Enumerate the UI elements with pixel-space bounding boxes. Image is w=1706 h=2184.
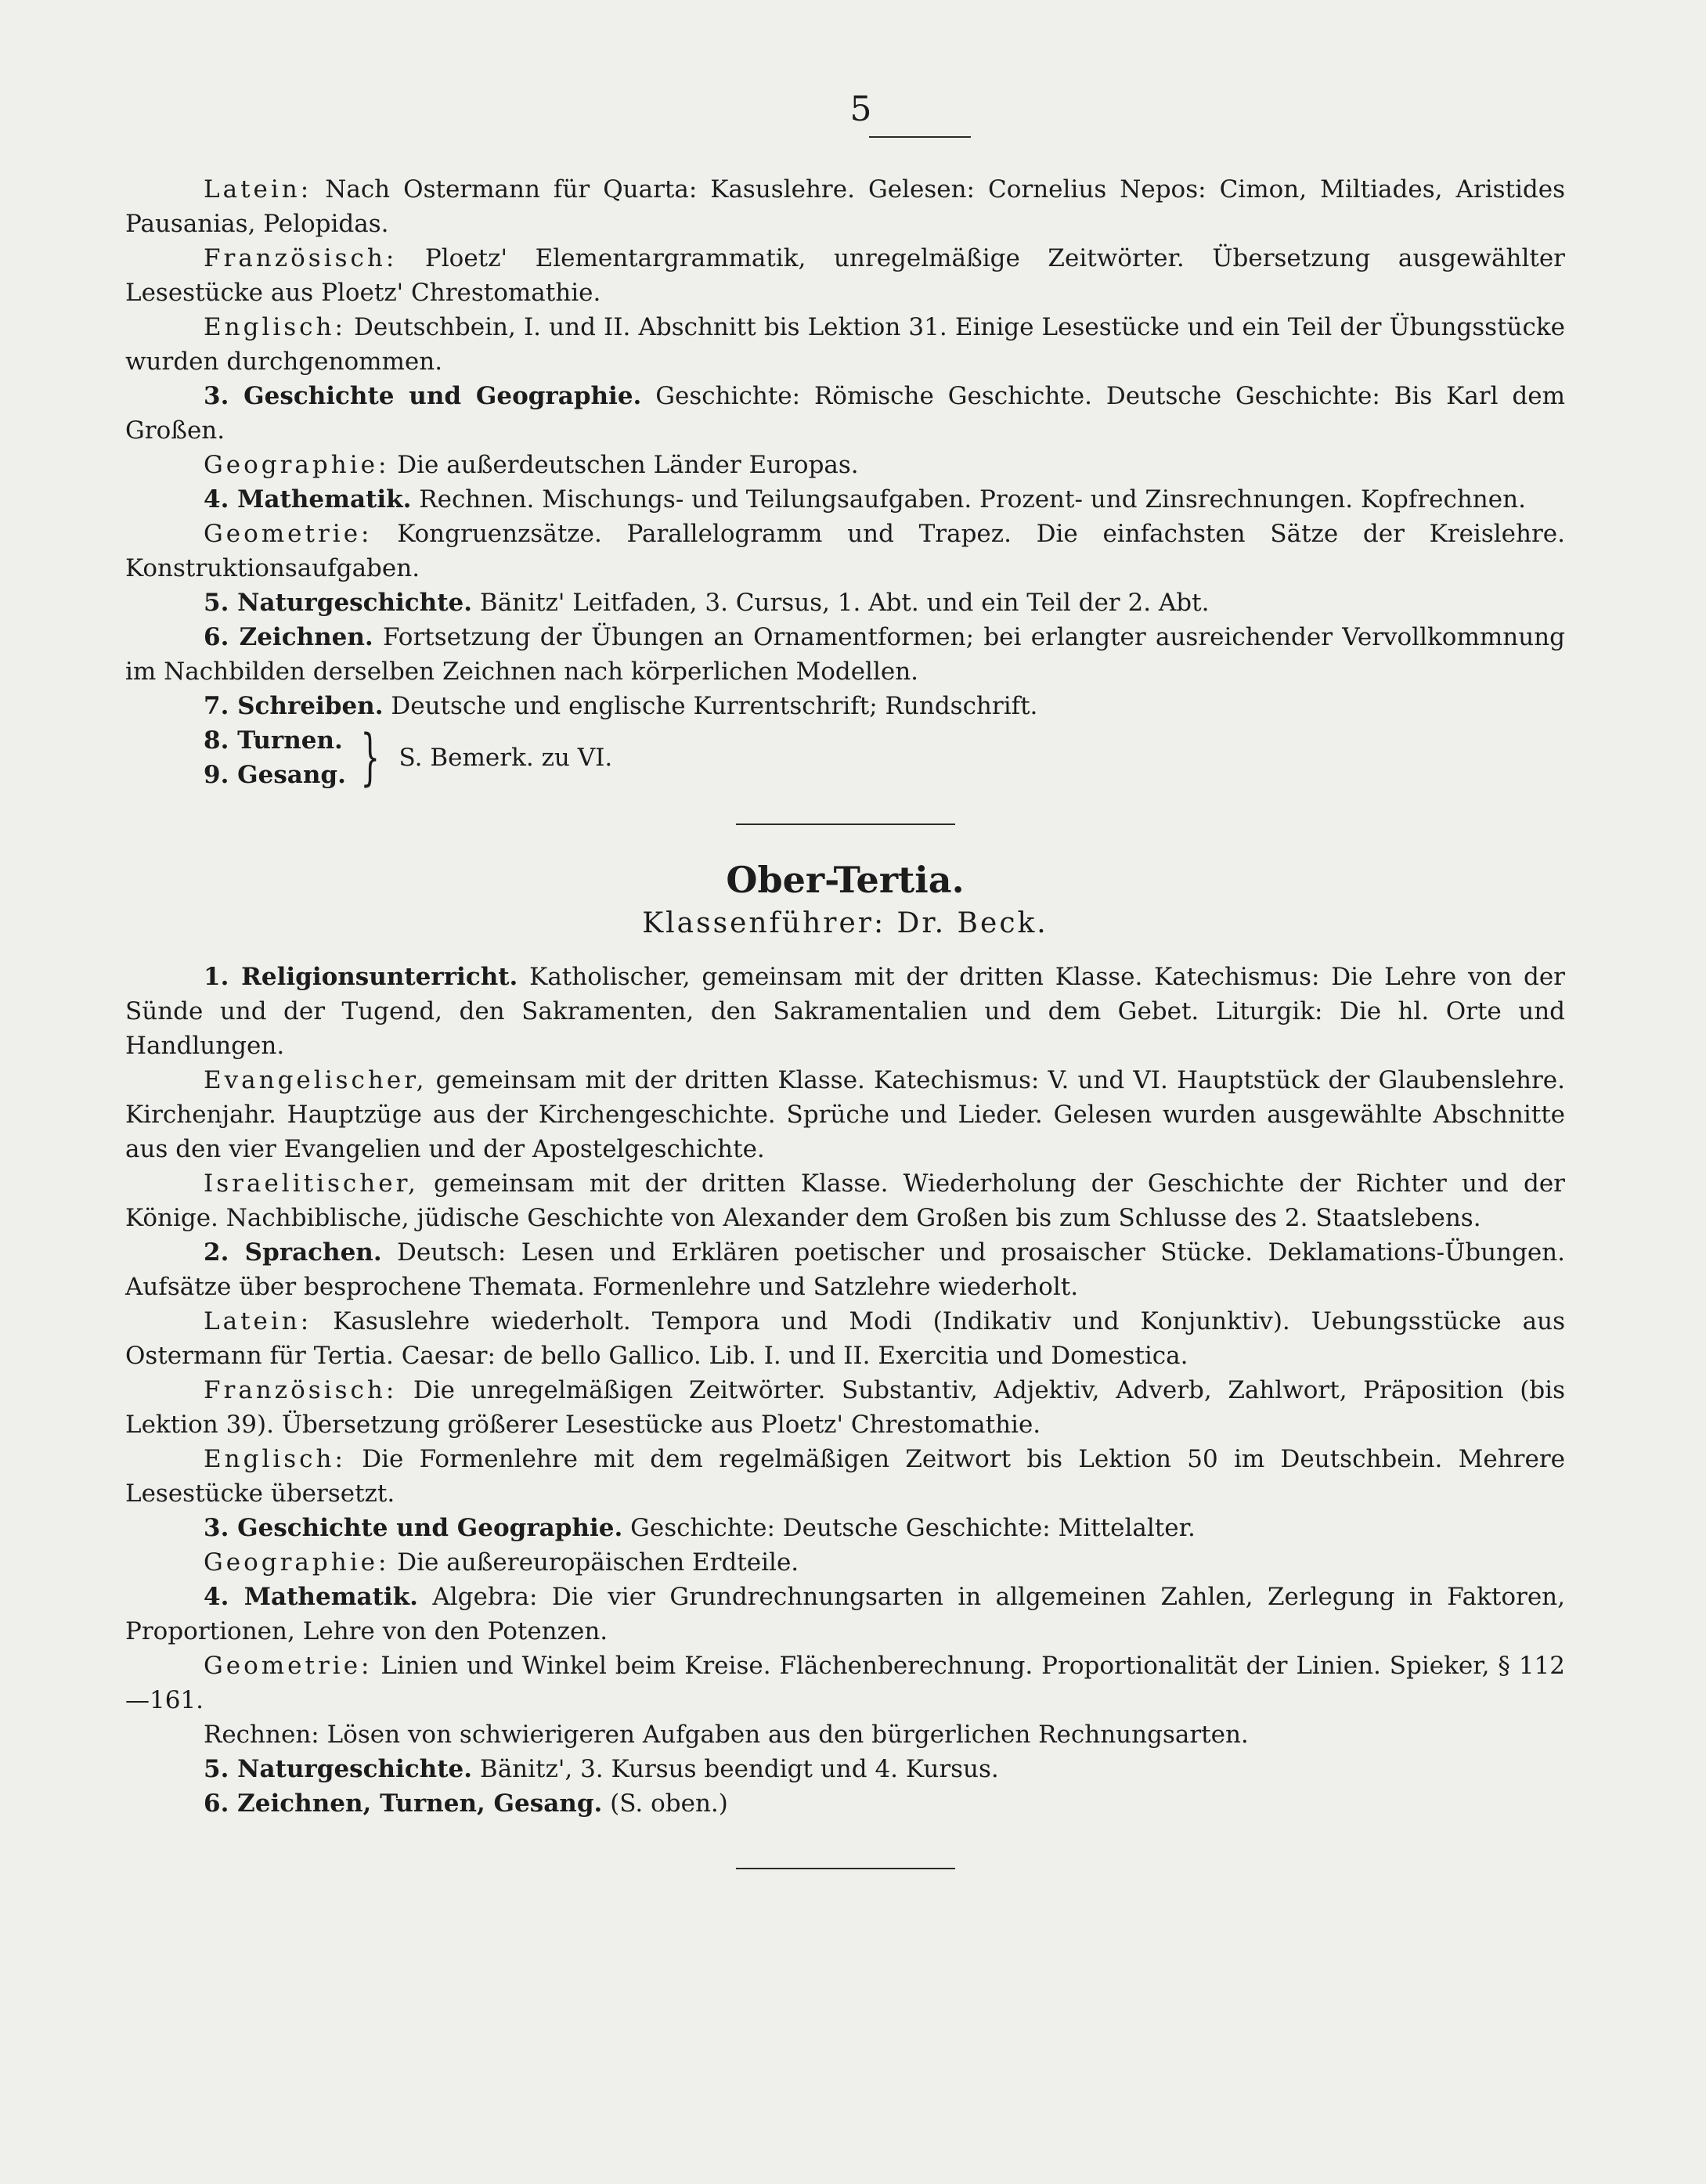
subject-text: Katholischer, gemeinsam mit der dritten Klasse. Katechismus: Die Lehre von der Sünde und der Tugend, den Sakramenten, den Sakramentalien und dem Gebet. Liturgik: Die hl. Orte und Handlungen. xyxy=(125,963,1566,1060)
section-subtitle: Klassenführer: Dr. Beck. xyxy=(642,907,1048,939)
paragraph xyxy=(125,1717,1565,1752)
bracket-items xyxy=(204,723,346,792)
brace-glyph: } xyxy=(360,723,381,793)
subject-label: Englisch: xyxy=(204,313,346,341)
paragraph xyxy=(125,1511,1565,1545)
subject-text: Bänitz' Leitfaden, 3. Cursus, 1. Abt. und ein Teil der 2. Abt. xyxy=(472,589,1210,617)
section-ober-tertia xyxy=(125,856,1565,1821)
paragraph xyxy=(125,482,1565,517)
paragraph xyxy=(125,1545,1565,1580)
bracket-item: 8. Turnen. xyxy=(204,726,343,755)
paragraph xyxy=(125,689,1565,723)
subject-label: Französisch: xyxy=(204,244,398,272)
paragraph xyxy=(125,448,1565,482)
paragraph xyxy=(125,1580,1565,1649)
subject-label: 4. Mathematik. xyxy=(204,485,412,514)
subject-label: Französisch: xyxy=(204,1376,398,1404)
subject-text: Die Formenlehre mit dem regelmäßigen Zeitwort bis Lektion 50 im Deutschbein. Mehrere Lesestücke übersetzt. xyxy=(125,1445,1565,1508)
subject-label: 5. Naturgeschichte. xyxy=(204,589,473,617)
subject-text: Algebra: Die vier Grundrechnungsarten in allgemeinen Zahlen, Zerlegung in Faktoren, Proportionen, Lehre von den Potenzen. xyxy=(125,1583,1565,1645)
paragraph xyxy=(125,620,1565,689)
paragraph xyxy=(125,1166,1565,1235)
subject-label: 6. Zeichnen. xyxy=(204,623,373,651)
subject-text: Kongruenzsätze. Parallelogramm und Trapez. Die einfachsten Sätze der Kreislehre. Konstruktionsaufgaben. xyxy=(125,520,1565,582)
bracket-item: 9. Gesang. xyxy=(204,761,346,789)
subject-text: Bänitz', 3. Kursus beendigt und 4. Kursus. xyxy=(472,1755,999,1783)
footer-rule xyxy=(736,1868,955,1869)
paragraph xyxy=(125,517,1565,586)
subject-label: Rechnen: xyxy=(204,1721,319,1749)
header-rule xyxy=(869,136,971,138)
spacer xyxy=(125,792,1565,824)
subject-text: Deutsche und englische Kurrentschrift; Rundschrift. xyxy=(383,692,1038,720)
subject-text: Kasuslehre wiederholt. Tempora und Modi (Indikativ und Konjunktiv). Uebungsstücke aus Ostermann für Tertia. Caesar: de bello Gallico. Lib. I. und II. Exercitia und Domestica. xyxy=(125,1307,1565,1370)
subject-text: Die außerdeutschen Länder Europas. xyxy=(389,451,859,479)
subject-text: Deutschbein, I. und II. Abschnitt bis Lektion 31. Einige Lesestücke und ein Teil der Übungsstücke wurden durchgenommen. xyxy=(125,313,1565,376)
subject-text: Linien und Winkel beim Kreise. Flächenberechnung. Proportionalität der Linien. Spieker, § 112—161. xyxy=(125,1652,1565,1714)
paragraph xyxy=(125,1786,1565,1821)
paragraph xyxy=(125,1235,1565,1304)
subject-text: Die außereuropäischen Erdteile. xyxy=(389,1548,799,1577)
subject-label: 5. Naturgeschichte. xyxy=(204,1755,473,1783)
paragraph xyxy=(125,1649,1565,1717)
paragraph xyxy=(125,310,1565,379)
subject-label: Israelitischer, xyxy=(204,1169,419,1198)
subject-text: Fortsetzung der Übungen an Ornamentformen; bei erlangter ausreichender Vervollkommnung im Nachbilden derselben Zeichnen nach körperlichen Modellen. xyxy=(125,623,1565,686)
subject-label: 7. Schreiben. xyxy=(204,692,384,720)
subject-text: Rechnen. Mischungs- und Teilungsaufgaben. Prozent- und Zinsrechnungen. Kopfrechnen. xyxy=(411,485,1526,514)
paragraph xyxy=(125,379,1565,448)
paragraph xyxy=(125,1752,1565,1786)
subject-label: 1. Religionsunterricht. xyxy=(204,963,518,991)
paragraph xyxy=(125,1304,1565,1373)
subject-label: Latein: xyxy=(204,175,312,204)
subject-text: (S. oben.) xyxy=(602,1789,728,1818)
section-quarta xyxy=(125,172,1565,792)
subject-text: gemeinsam mit der dritten Klasse. Wiederholung der Geschichte der Richter und der Könige. Nachbiblische, jüdische Geschichte von Alexander dem Großen bis zum Schlusse des 2. Staatslebens. xyxy=(125,1169,1565,1232)
section-divider xyxy=(736,824,955,825)
page-number: 5 xyxy=(849,89,872,129)
subject-text: Nach Ostermann für Quarta: Kasuslehre. Gelesen: Cornelius Nepos: Cimon, Miltiades, Aristides Pausanias, Pelopidas. xyxy=(125,175,1565,238)
subject-label: 2. Sprachen. xyxy=(204,1238,382,1267)
paragraph xyxy=(125,1373,1565,1442)
subject-label: Geometrie: xyxy=(204,520,373,548)
paragraph xyxy=(125,241,1565,310)
subject-text: gemeinsam mit der dritten Klasse. Katechismus: V. und VI. Hauptstück der Glaubenslehre. Kirchenjahr. Hauptzüge aus der Kirchengeschichte. Sprüche und Lieder. Gelesen wurden ausgewählte Abschnitte aus den vier Evangelien und der Apostelgeschichte. xyxy=(125,1066,1565,1163)
subject-text: Geschichte: Deutsche Geschichte: Mittelalter. xyxy=(622,1514,1196,1542)
subject-text: Geschichte: Römische Geschichte. Deutsche Geschichte: Bis Karl dem Großen. xyxy=(125,382,1565,445)
subject-label: 6. Zeichnen, Turnen, Gesang. xyxy=(204,1789,603,1818)
subject-label: Evangelischer, xyxy=(204,1066,427,1094)
subject-label: Geographie: xyxy=(204,451,390,479)
subject-text: Ploetz' Elementargrammatik, unregelmäßige Zeitwörter. Übersetzung ausgewählter Lesestücke aus Ploetz' Chrestomathie. xyxy=(125,244,1565,307)
subject-label: 4. Mathematik. xyxy=(204,1583,418,1611)
subject-label: 3. Geschichte und Geographie. xyxy=(204,1514,623,1542)
subject-label: Englisch: xyxy=(204,1445,346,1473)
paragraph xyxy=(125,1442,1565,1511)
subject-label: Geographie: xyxy=(204,1548,390,1577)
spacer xyxy=(125,1821,1565,1868)
paragraph xyxy=(125,1063,1565,1166)
bracket-group xyxy=(204,723,1565,792)
subject-text: Lösen von schwierigeren Aufgaben aus den bürgerlichen Rechnungsarten. xyxy=(319,1721,1249,1749)
subject-text: Deutsch: Lesen und Erklären poetischer und prosaischer Stücke. Deklamations-Übungen. Aufsätze über besprochene Themata. Formenlehre und Satzlehre wiederholt. xyxy=(125,1238,1566,1301)
subject-label: 3. Geschichte und Geographie. xyxy=(204,382,642,410)
paragraph xyxy=(125,586,1565,620)
bracket-note: S. Bemerk. zu VI. xyxy=(399,744,613,772)
subject-label: Geometrie: xyxy=(204,1652,373,1680)
paragraph xyxy=(125,172,1565,241)
section-title: Ober-Tertia. xyxy=(726,859,965,901)
subject-label: Latein: xyxy=(204,1307,312,1335)
subject-text: Die unregelmäßigen Zeitwörter. Substantiv, Adjektiv, Adverb, Zahlwort, Präposition (bis Lektion 39). Übersetzung größerer Lesestücke aus Ploetz' Chrestomathie. xyxy=(125,1376,1565,1439)
paragraph xyxy=(125,960,1565,1063)
